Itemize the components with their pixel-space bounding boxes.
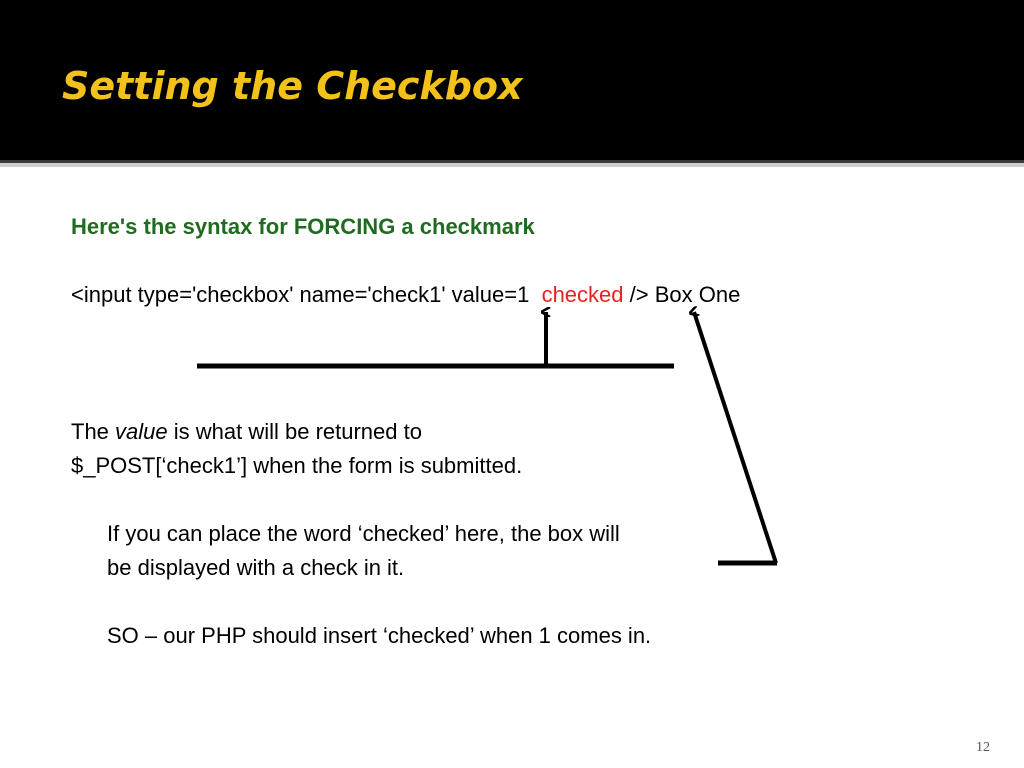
checked-explanation-line-2: be displayed with a check in it. bbox=[107, 555, 405, 580]
value-explanation-line-2: $_POST[‘check1’] when the form is submitted. bbox=[71, 453, 523, 478]
value-emphasis: value bbox=[115, 419, 168, 444]
code-part-1: <input type='checkbox' name='check1' value=1 bbox=[71, 282, 530, 307]
value-prefix: The bbox=[71, 419, 116, 444]
checked-arrow bbox=[694, 312, 776, 563]
checked-explanation-line-1: If you can place the word ‘checked’ here, the box will bbox=[107, 521, 620, 546]
code-keyword-checked: checked bbox=[541, 282, 624, 307]
php-note: SO – our PHP should insert ‘checked’ when 1 comes in. bbox=[107, 623, 652, 648]
checked-explanation bbox=[107, 517, 620, 585]
section-heading: Here's the syntax for FORCING a checkmark bbox=[71, 214, 535, 239]
code-part-2: /> Box One bbox=[623, 282, 741, 307]
value-line-1-rest: is what will be returned to bbox=[167, 419, 422, 444]
value-explanation bbox=[71, 415, 522, 483]
code-example bbox=[71, 278, 740, 312]
page-number: 12 bbox=[976, 740, 990, 755]
title-divider-light bbox=[0, 163, 1024, 167]
slide-title: Setting the Checkbox bbox=[62, 64, 523, 108]
value-explanation-line-1 bbox=[71, 415, 522, 449]
